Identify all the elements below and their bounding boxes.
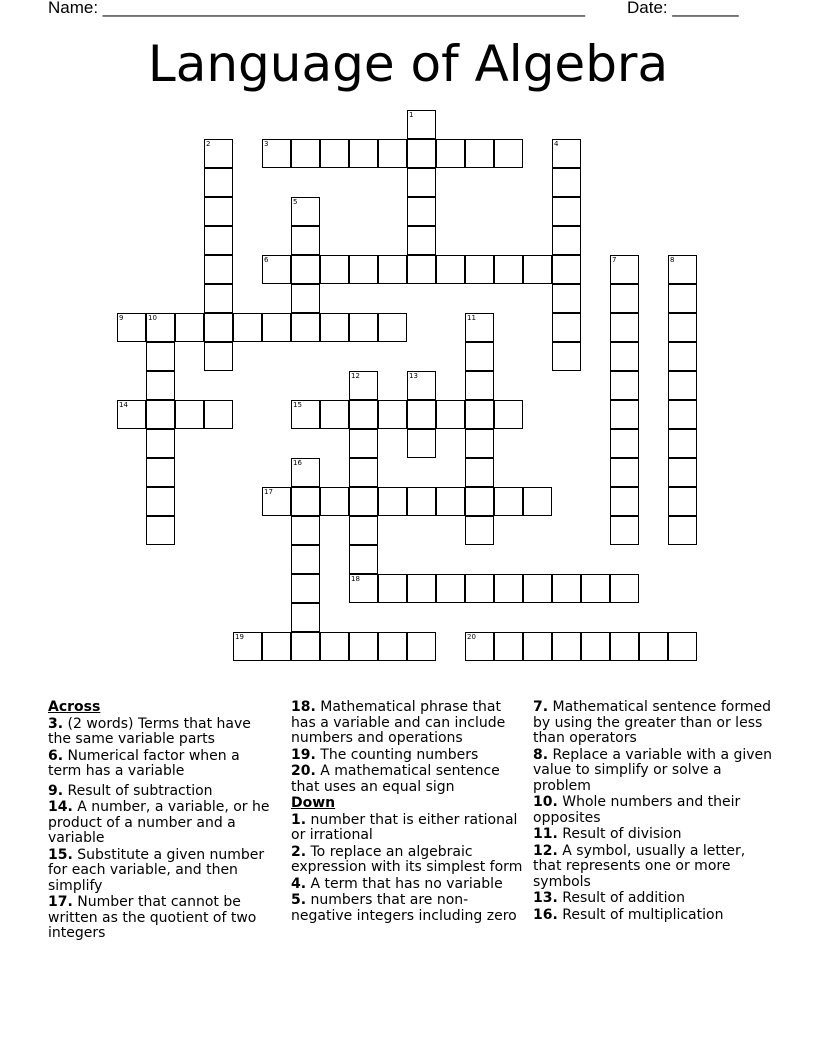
- grid-cell[interactable]: [320, 400, 349, 429]
- grid-cell[interactable]: [349, 429, 378, 458]
- grid-cell[interactable]: [407, 400, 436, 429]
- down-clue-11: [533, 827, 773, 843]
- grid-cell[interactable]: [552, 197, 581, 226]
- cell-number: 18: [351, 575, 360, 583]
- clue-text: Result of subtraction: [63, 782, 213, 799]
- grid-cell[interactable]: [233, 313, 262, 342]
- clue-number: 4.: [291, 875, 307, 892]
- across-clue-6: [48, 749, 273, 780]
- grid-cell[interactable]: [668, 400, 697, 429]
- grid-cell[interactable]: [552, 168, 581, 197]
- grid-cell[interactable]: [291, 284, 320, 313]
- grid-cell[interactable]: [291, 603, 320, 632]
- grid-cell[interactable]: [146, 429, 175, 458]
- clue-text: Number that cannot be written as the quotient of two integers: [48, 894, 257, 941]
- grid-cell[interactable]: [465, 516, 494, 545]
- grid-cell[interactable]: [407, 139, 436, 168]
- grid-cell[interactable]: [610, 458, 639, 487]
- grid-cell[interactable]: [436, 487, 465, 516]
- grid-cell[interactable]: [349, 313, 378, 342]
- grid-cell[interactable]: [407, 168, 436, 197]
- cell-number: 8: [670, 256, 675, 264]
- clue-number: 7.: [533, 699, 549, 715]
- grid-cell[interactable]: [378, 574, 407, 603]
- clue-text: Mathematical phrase that has a variable and can include numbers and operations: [291, 699, 506, 746]
- grid-cell[interactable]: [291, 197, 320, 226]
- grid-cell[interactable]: [146, 313, 175, 342]
- grid-cell[interactable]: [581, 574, 610, 603]
- clue-text: A symbol, usually a letter, that represents one or more symbols: [533, 842, 746, 890]
- clue-number: 17.: [48, 894, 73, 910]
- grid-cell[interactable]: [407, 110, 436, 139]
- grid-cell[interactable]: [465, 371, 494, 400]
- grid-cell[interactable]: [494, 139, 523, 168]
- name-line[interactable]: Name: ___________________________________________________: [48, 0, 585, 17]
- across-clue-15: [48, 848, 273, 895]
- grid-cell[interactable]: [610, 342, 639, 371]
- grid-cell[interactable]: [610, 313, 639, 342]
- down-clue-10: [533, 795, 773, 826]
- grid-cell[interactable]: [581, 632, 610, 661]
- down-clue-12: [533, 844, 773, 891]
- grid-cell[interactable]: [146, 458, 175, 487]
- across-clue-19: [291, 748, 523, 764]
- grid-cell[interactable]: [436, 574, 465, 603]
- grid-cell[interactable]: [378, 400, 407, 429]
- down-clue-2: [291, 845, 523, 876]
- down-clue-16: [533, 908, 773, 924]
- clue-number: 8.: [533, 746, 549, 763]
- grid-cell[interactable]: [668, 516, 697, 545]
- grid-cell[interactable]: [349, 574, 378, 603]
- clue-number: 2.: [291, 843, 307, 860]
- clue-text: number that is either rational or irrational: [291, 811, 518, 843]
- grid-cell[interactable]: [523, 487, 552, 516]
- grid-cell[interactable]: [349, 545, 378, 574]
- cell-number: 15: [293, 401, 302, 409]
- grid-cell[interactable]: [610, 574, 639, 603]
- grid-cell[interactable]: [668, 342, 697, 371]
- grid-cell[interactable]: [436, 400, 465, 429]
- grid-cell[interactable]: [146, 400, 175, 429]
- grid-cell[interactable]: [291, 139, 320, 168]
- grid-cell[interactable]: [668, 429, 697, 458]
- across-clue-17: [48, 895, 273, 942]
- clue-number: 20.: [291, 763, 316, 779]
- clue-number: 12.: [533, 842, 558, 859]
- grid-cell[interactable]: [117, 400, 146, 429]
- grid-cell[interactable]: [320, 487, 349, 516]
- grid-cell[interactable]: [204, 342, 233, 371]
- grid-cell[interactable]: [146, 516, 175, 545]
- grid-cell[interactable]: [204, 226, 233, 255]
- grid-cell[interactable]: [552, 139, 581, 168]
- clue-text: Result of division: [557, 826, 682, 842]
- down-heading: Down: [291, 795, 336, 811]
- grid-cell[interactable]: [117, 313, 146, 342]
- grid-cell[interactable]: [146, 487, 175, 516]
- clue-text: A term that has no variable: [306, 875, 503, 892]
- grid-cell[interactable]: [610, 400, 639, 429]
- grid-cell[interactable]: [523, 632, 552, 661]
- clue-text: Result of multiplication: [557, 906, 724, 923]
- grid-cell[interactable]: [552, 226, 581, 255]
- grid-cell[interactable]: [262, 139, 291, 168]
- grid-cell[interactable]: [552, 574, 581, 603]
- clue-number: 13.: [533, 890, 558, 906]
- clue-number: 16.: [533, 906, 558, 923]
- clue-number: 1.: [291, 811, 307, 828]
- grid-cell[interactable]: [552, 313, 581, 342]
- grid-cell[interactable]: [378, 139, 407, 168]
- grid-cell[interactable]: [494, 400, 523, 429]
- grid-cell[interactable]: [291, 313, 320, 342]
- clue-text: A number, a variable, or he product of a number and a variable: [48, 799, 270, 846]
- across-clue-14: [48, 800, 273, 847]
- clue-number: 15.: [48, 846, 73, 863]
- grid-cell[interactable]: [552, 342, 581, 371]
- grid-cell[interactable]: [552, 284, 581, 313]
- clue-number: 3.: [48, 715, 64, 732]
- cell-number: 3: [264, 140, 269, 148]
- clue-number: 11.: [533, 826, 558, 842]
- grid-cell[interactable]: [407, 574, 436, 603]
- grid-cell[interactable]: [610, 371, 639, 400]
- grid-cell[interactable]: [407, 371, 436, 400]
- grid-cell[interactable]: [668, 284, 697, 313]
- grid-cell[interactable]: [262, 632, 291, 661]
- clue-number: 18.: [291, 699, 316, 715]
- clue-text: numbers that are non-negative integers including zero: [291, 892, 517, 924]
- clue-text: To replace an algebraic expression with its simplest form: [291, 843, 523, 875]
- grid-cell[interactable]: [291, 632, 320, 661]
- grid-cell[interactable]: [291, 516, 320, 545]
- grid-cell[interactable]: [610, 429, 639, 458]
- grid-cell[interactable]: [494, 574, 523, 603]
- grid-cell[interactable]: [349, 458, 378, 487]
- cell-number: 17: [264, 488, 273, 496]
- cell-number: 13: [409, 372, 418, 380]
- grid-cell[interactable]: [291, 400, 320, 429]
- grid-cell[interactable]: [407, 487, 436, 516]
- grid-cell[interactable]: [610, 632, 639, 661]
- grid-cell[interactable]: [465, 139, 494, 168]
- cell-number: 4: [554, 140, 559, 148]
- grid-cell[interactable]: [204, 400, 233, 429]
- grid-cell[interactable]: [291, 226, 320, 255]
- grid-cell[interactable]: [407, 197, 436, 226]
- grid-cell[interactable]: [610, 255, 639, 284]
- cell-number: 12: [351, 372, 360, 380]
- grid-cell[interactable]: [639, 632, 668, 661]
- grid-cell[interactable]: [291, 487, 320, 516]
- grid-cell[interactable]: [349, 632, 378, 661]
- grid-cell[interactable]: [668, 371, 697, 400]
- down-clue-4: [291, 877, 523, 893]
- grid-cell[interactable]: [465, 255, 494, 284]
- cell-number: 9: [119, 314, 124, 322]
- grid-cell[interactable]: [175, 313, 204, 342]
- grid-cell[interactable]: [204, 255, 233, 284]
- grid-cell[interactable]: [436, 139, 465, 168]
- grid-cell[interactable]: [320, 255, 349, 284]
- grid-cell[interactable]: [204, 197, 233, 226]
- date-line[interactable]: Date: _______: [627, 0, 739, 17]
- grid-cell[interactable]: [349, 516, 378, 545]
- grid-cell[interactable]: [610, 516, 639, 545]
- grid-cell[interactable]: [465, 400, 494, 429]
- cell-number: 10: [148, 314, 157, 322]
- down-clue-8: [533, 748, 773, 795]
- cell-number: 2: [206, 140, 211, 148]
- grid-cell[interactable]: [262, 313, 291, 342]
- cell-number: 6: [264, 256, 269, 264]
- cell-number: 5: [293, 198, 298, 206]
- clue-text: Numerical factor when a term has a variable: [48, 747, 240, 779]
- grid-cell[interactable]: [465, 429, 494, 458]
- across-heading: Across: [48, 699, 101, 715]
- grid-cell[interactable]: [320, 632, 349, 661]
- grid-cell[interactable]: [233, 632, 262, 661]
- grid-cell[interactable]: [291, 255, 320, 284]
- clue-text: The counting numbers: [315, 746, 479, 763]
- clue-number: 19.: [291, 746, 316, 763]
- clue-number: 5.: [291, 892, 307, 908]
- grid-cell[interactable]: [349, 139, 378, 168]
- grid-cell[interactable]: [349, 371, 378, 400]
- grid-cell[interactable]: [523, 255, 552, 284]
- grid-cell[interactable]: [262, 255, 291, 284]
- grid-cell[interactable]: [465, 342, 494, 371]
- grid-cell[interactable]: [146, 371, 175, 400]
- across-clue-9: [48, 784, 273, 800]
- down-clue-5: [291, 893, 523, 924]
- grid-cell[interactable]: [668, 458, 697, 487]
- grid-cell[interactable]: [465, 632, 494, 661]
- grid-cell[interactable]: [378, 255, 407, 284]
- grid-cell[interactable]: [494, 255, 523, 284]
- clue-text: Whole numbers and their opposites: [533, 794, 741, 826]
- grid-cell[interactable]: [523, 574, 552, 603]
- grid-cell[interactable]: [494, 632, 523, 661]
- grid-cell[interactable]: [349, 255, 378, 284]
- grid-cell[interactable]: [610, 284, 639, 313]
- clue-number: 10.: [533, 794, 558, 810]
- cell-number: 7: [612, 256, 617, 264]
- clue-text: Mathematical sentence formed by using the greater than or less than operators: [533, 699, 772, 746]
- clues-column-2: [291, 700, 523, 925]
- grid-cell[interactable]: [378, 632, 407, 661]
- clue-number: 6.: [48, 747, 64, 764]
- grid-cell[interactable]: [407, 255, 436, 284]
- grid-cell[interactable]: [465, 458, 494, 487]
- grid-cell[interactable]: [552, 255, 581, 284]
- grid-cell[interactable]: [407, 429, 436, 458]
- clues-column-3: [533, 700, 773, 924]
- clue-text: Replace a variable with a given value to simplify or solve a problem: [533, 746, 773, 794]
- across-clue-20: [291, 764, 523, 795]
- grid-cell[interactable]: [465, 313, 494, 342]
- grid-cell[interactable]: [407, 632, 436, 661]
- grid-cell[interactable]: [668, 632, 697, 661]
- grid-cell[interactable]: [175, 400, 204, 429]
- grid-cell[interactable]: [668, 255, 697, 284]
- grid-cell[interactable]: [494, 487, 523, 516]
- grid-cell[interactable]: [668, 313, 697, 342]
- down-clue-1: [291, 813, 523, 844]
- across-clue-3: [48, 717, 273, 748]
- across-clue-18: [291, 700, 523, 747]
- clue-text: Result of addition: [557, 890, 685, 906]
- cell-number: 19: [235, 633, 244, 641]
- grid-cell[interactable]: [204, 139, 233, 168]
- grid-cell[interactable]: [436, 255, 465, 284]
- clue-text: A mathematical sentence that uses an equal sign: [291, 763, 500, 795]
- grid-cell[interactable]: [378, 487, 407, 516]
- grid-cell[interactable]: [204, 284, 233, 313]
- cell-number: 20: [467, 633, 476, 641]
- down-clue-7: [533, 700, 773, 747]
- grid-cell[interactable]: [320, 139, 349, 168]
- grid-cell[interactable]: [291, 458, 320, 487]
- grid-cell[interactable]: [146, 342, 175, 371]
- down-clue-13: [533, 891, 773, 907]
- cell-number: 1: [409, 111, 414, 119]
- grid-cell[interactable]: [552, 632, 581, 661]
- grid-cell[interactable]: [349, 487, 378, 516]
- clue-number: 9.: [48, 782, 64, 799]
- grid-cell[interactable]: [291, 574, 320, 603]
- grid-cell[interactable]: [204, 313, 233, 342]
- clues-column-1: [48, 700, 273, 943]
- grid-cell[interactable]: [407, 226, 436, 255]
- clue-number: 14.: [48, 799, 73, 815]
- cell-number: 11: [467, 314, 476, 322]
- grid-cell[interactable]: [349, 400, 378, 429]
- cell-number: 14: [119, 401, 128, 409]
- grid-cell[interactable]: [204, 168, 233, 197]
- grid-cell[interactable]: [610, 487, 639, 516]
- grid-cell[interactable]: [465, 487, 494, 516]
- clue-text: Substitute a given number for each variable, and then simplify: [48, 846, 265, 894]
- clue-text: (2 words) Terms that have the same variable parts: [48, 715, 251, 747]
- cell-number: 16: [293, 459, 302, 467]
- grid-cell[interactable]: [465, 574, 494, 603]
- page-title: Language of Algebra: [147, 35, 669, 93]
- grid-cell[interactable]: [378, 313, 407, 342]
- grid-cell[interactable]: [320, 313, 349, 342]
- grid-cell[interactable]: [291, 545, 320, 574]
- grid-cell[interactable]: [668, 487, 697, 516]
- grid-cell[interactable]: [262, 487, 291, 516]
